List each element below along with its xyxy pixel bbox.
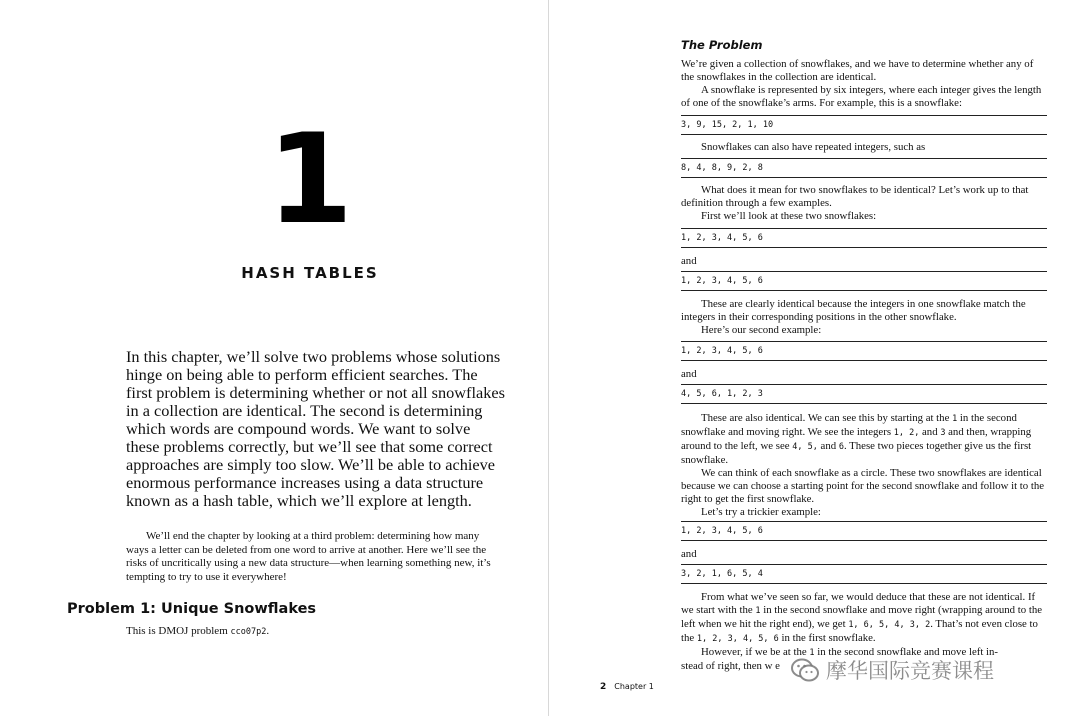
chapter-number: 1 [266, 108, 354, 252]
text-run: in the second snowflake and moving right. We see the integers [681, 412, 1017, 438]
paragraph: These are clearly identical because the integers in one snowflake match the integers in their corresponding positions in the other snowflake. [681, 298, 1026, 323]
and-text: and [681, 548, 697, 560]
inline-code: 1 [952, 414, 958, 424]
text-run: stead of right, then w [681, 660, 773, 672]
para-block-4 [681, 298, 1047, 337]
wechat-icon [790, 657, 820, 683]
paragraph: Snowflakes can also have repeated integers, such as [701, 141, 926, 153]
para-block-3 [681, 184, 1047, 223]
code-block: 4, 5, 6, 1, 2, 3 [681, 384, 1047, 404]
lead-paragraph: In this chapter, we’ll solve two problems whose solutions hinge on being able to perform efficient searches. The first problem is determining whether or not all snowflakes in a collection are identical. The second is determining which words are compound words. We want to solve these problems correctly, but we’ll see that some correct approaches are simply too slow. We’ll be able to achieve enormous performance increases using a data structure known as a hash table, which we’ll explore at length. [126, 347, 505, 510]
page-divider [548, 0, 549, 716]
page-footer [600, 682, 654, 692]
watermark-text: 摩华国际竞赛课程 [826, 659, 994, 683]
code-block: 3, 9, 15, 2, 1, 10 [681, 115, 1047, 135]
subheading: The Problem [681, 38, 763, 52]
paragraph: What does it mean for two snowflakes to be identical? Let’s work up to that definition through a few examples. [681, 184, 1029, 209]
watermark [790, 655, 994, 685]
text-run: at the [783, 646, 810, 658]
text-run: These are also identical. We can see this by starting at the [701, 412, 953, 424]
text-run: and then, wrapping around to the left, we see [681, 426, 1032, 452]
section-note-end: . [266, 625, 270, 637]
text-run: . That’s not even close to the [681, 618, 1038, 644]
paragraph: Let’s try a trickier example: [701, 506, 821, 518]
code-block: 1, 2, 3, 4, 5, 6 [681, 228, 1047, 248]
inline-code: 6 [838, 442, 844, 452]
chapter-label: Chapter 1 [614, 682, 654, 691]
section-note-text: This is DMOJ problem [126, 625, 231, 637]
inline-code: 1, 2, [893, 428, 920, 438]
code-block: 1, 2, 3, 4, 5, 6 [681, 521, 1047, 541]
page-number: 2 [600, 682, 607, 692]
paragraph: A snowflake is represented by six integers, where each integer gives the length of one of the snowflake’s arms. For example, this is a snowflake: [681, 84, 1042, 109]
code-block: 1, 2, 3, 4, 5, 6 [681, 341, 1047, 361]
para-block-1 [681, 58, 1047, 110]
inline-code: 1 [755, 606, 761, 616]
inline-code: 3 [940, 428, 946, 438]
paragraph [681, 591, 1047, 646]
paragraph: We’re given a collection of snowflakes, and we have to determine whether any of the snowflakes in the collection are identical. [681, 58, 1034, 83]
code-block: 1, 2, 3, 4, 5, 6 [681, 271, 1047, 291]
para-block-5 [681, 412, 1047, 519]
text-run: in the first snowflake. [778, 632, 876, 644]
code-block: 8, 4, 8, 9, 2, 8 [681, 158, 1047, 178]
text-run: From what we’ve seen so far, we would deduce that these are not identical. If we start with the [681, 591, 1036, 616]
text-run: . These two pieces together give us the first snowflake. [681, 440, 1032, 466]
text-run: in the second snowflake and move left in- [814, 646, 999, 658]
chapter-title: HASH TABLES [241, 264, 379, 282]
text-run: However, if we be [701, 646, 781, 658]
and-text: and [681, 368, 697, 380]
section-note [126, 625, 269, 637]
and-text: and [681, 255, 697, 267]
problem-code: cco07p2 [230, 627, 267, 637]
inline-code: 4, 5, [792, 442, 818, 452]
intro-paragraph: We’ll end the chapter by looking at a third problem: determining how many ways a letter can be deleted from one word to arrive at another. Here we’ll see the risks of uncritically using a new data structure—when learning something new, it’s tempting to try to use it everywhere! [126, 530, 491, 583]
paragraph [681, 412, 1047, 467]
text-run: in the second snowflake and move right (wrapping around to the left when we hit the right end), we get [681, 604, 1043, 630]
text-run: e [775, 660, 780, 672]
text-run: and [817, 440, 839, 452]
inline-code: 1, 2, 3, 4, 5, 6 [696, 634, 779, 644]
section-heading: Problem 1: Unique Snowflakes [67, 601, 317, 617]
text-run: and [919, 426, 941, 438]
code-block: 3, 2, 1, 6, 5, 4 [681, 564, 1047, 584]
paragraph: We can think of each snowflake as a circle. These two snowflakes are identical because we can choose a starting point for the second snowflake and follow it to the right to get the first snowflake. [681, 467, 1045, 505]
paragraph: First we’ll look at these two snowflakes: [701, 210, 877, 222]
paragraph: Here’s our second example: [701, 324, 822, 336]
inline-code: 1 [809, 648, 815, 658]
para-block-2 [681, 141, 1047, 154]
inline-code: 1, 6, 5, 4, 3, 2 [848, 620, 931, 630]
